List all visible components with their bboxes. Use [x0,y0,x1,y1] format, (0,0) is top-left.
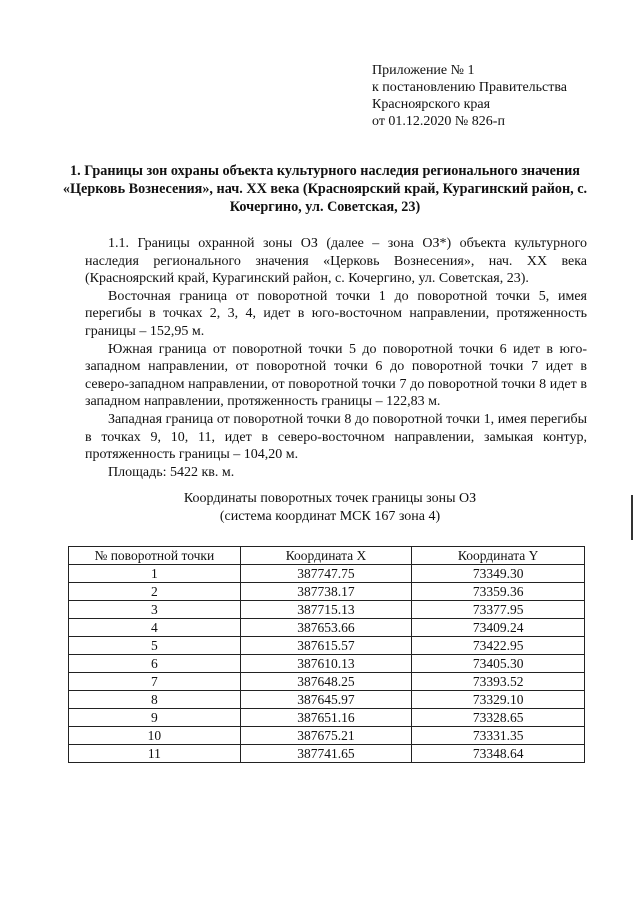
coordinate-x: 387741.65 [240,745,412,763]
point-number: 11 [69,745,241,763]
coordinate-y: 73405.30 [412,655,585,673]
point-number: 8 [69,691,241,709]
point-number: 3 [69,601,241,619]
coordinate-x: 387645.97 [240,691,412,709]
table-row [69,673,585,691]
coordinate-y: 73329.10 [412,691,585,709]
coordinate-y: 73377.95 [412,601,585,619]
section-title: 1. Границы зон охраны объекта культурного наследия регионального значения «Церковь Вознесения», нач. XX века (Красноярский край, Курагинский район, с. Кочергино, ул. Советская, 23) [62,163,588,215]
paragraph: Восточная граница от поворотной точки 1 до поворотной точки 5, имея перегибы в точках 2, 3, 4, идет в юго-восточном направлении, протяженность границы – 152,95 м. [85,288,587,339]
coordinate-x: 387715.13 [240,601,412,619]
coordinate-x: 387653.66 [240,619,412,637]
appendix-number: Приложение № 1 [372,63,475,78]
table-caption-title: Координаты поворотных точек границы зоны ОЗ [183,491,477,506]
point-number: 6 [69,655,241,673]
table-row [69,691,585,709]
appendix-header [372,62,622,130]
point-number: 5 [69,637,241,655]
coordinate-y: 73331.35 [412,727,585,745]
table-row [69,727,585,745]
coordinate-y: 73348.64 [412,745,585,763]
column-header-x: Координата X [240,547,412,565]
coordinate-y: 73393.52 [412,673,585,691]
coordinate-y: 73349.30 [412,565,585,583]
appendix-resolution: к постановлению Правительства [372,80,568,95]
paragraph: Южная граница от поворотной точки 5 до поворотной точки 6 идет в юго-западном направлении, от поворотной точки 6 до поворотной точки 7 идет в северо-западном направлении, от поворотной точки 7 до поворотной точки 8 идет в западном направлении, протяженность границы – 122,83 м. [85,341,587,410]
coordinate-x: 387615.57 [240,637,412,655]
coordinate-x: 387675.21 [240,727,412,745]
appendix-region: Красноярского края [372,97,491,112]
paragraph: Западная граница от поворотной точки 8 до поворотной точки 1, имея перегибы в точках 9, 10, 11, идет в северо-восточном направлении, замыкая контур, протяженность границы – 104,20 м. [85,411,587,463]
table-row [69,655,585,673]
coordinate-x: 387747.75 [240,565,412,583]
point-number: 10 [69,727,241,745]
coordinate-x: 387651.16 [240,709,412,727]
column-header-y: Координата Y [412,547,585,565]
point-number: 2 [69,583,241,601]
appendix-date: от 01.12.2020 № 826-п [372,114,505,129]
table-row [69,601,585,619]
body-text [85,235,587,481]
coordinate-y: 73328.65 [412,709,585,727]
coordinate-y: 73422.95 [412,637,585,655]
table-caption [130,490,530,526]
scan-edge-mark [631,495,633,540]
table-caption-system: (система координат МСК 167 зона 4) [219,509,441,524]
point-number: 7 [69,673,241,691]
coordinate-y: 73359.36 [412,583,585,601]
coordinate-x: 387610.13 [240,655,412,673]
point-number: 9 [69,709,241,727]
table-row [69,583,585,601]
table-row [69,619,585,637]
table-row [69,709,585,727]
coordinates-table [68,546,585,763]
point-number: 4 [69,619,241,637]
table-row [69,745,585,763]
coordinate-x: 387738.17 [240,583,412,601]
column-header-point: № поворотной точки [69,547,241,565]
paragraph: Площадь: 5422 кв. м. [108,464,235,480]
table-header-row [69,547,585,565]
point-number: 1 [69,565,241,583]
table-row [69,565,585,583]
table-row [69,637,585,655]
coordinate-y: 73409.24 [412,619,585,637]
coordinate-x: 387648.25 [240,673,412,691]
paragraph: 1.1. Границы охранной зоны ОЗ (далее – зона ОЗ*) объекта культурного наследия регионального значения «Церковь Вознесения», нач. XX века (Красноярский край, Курагинский район, с. Кочергино, ул. Советская, 23). [85,236,587,287]
